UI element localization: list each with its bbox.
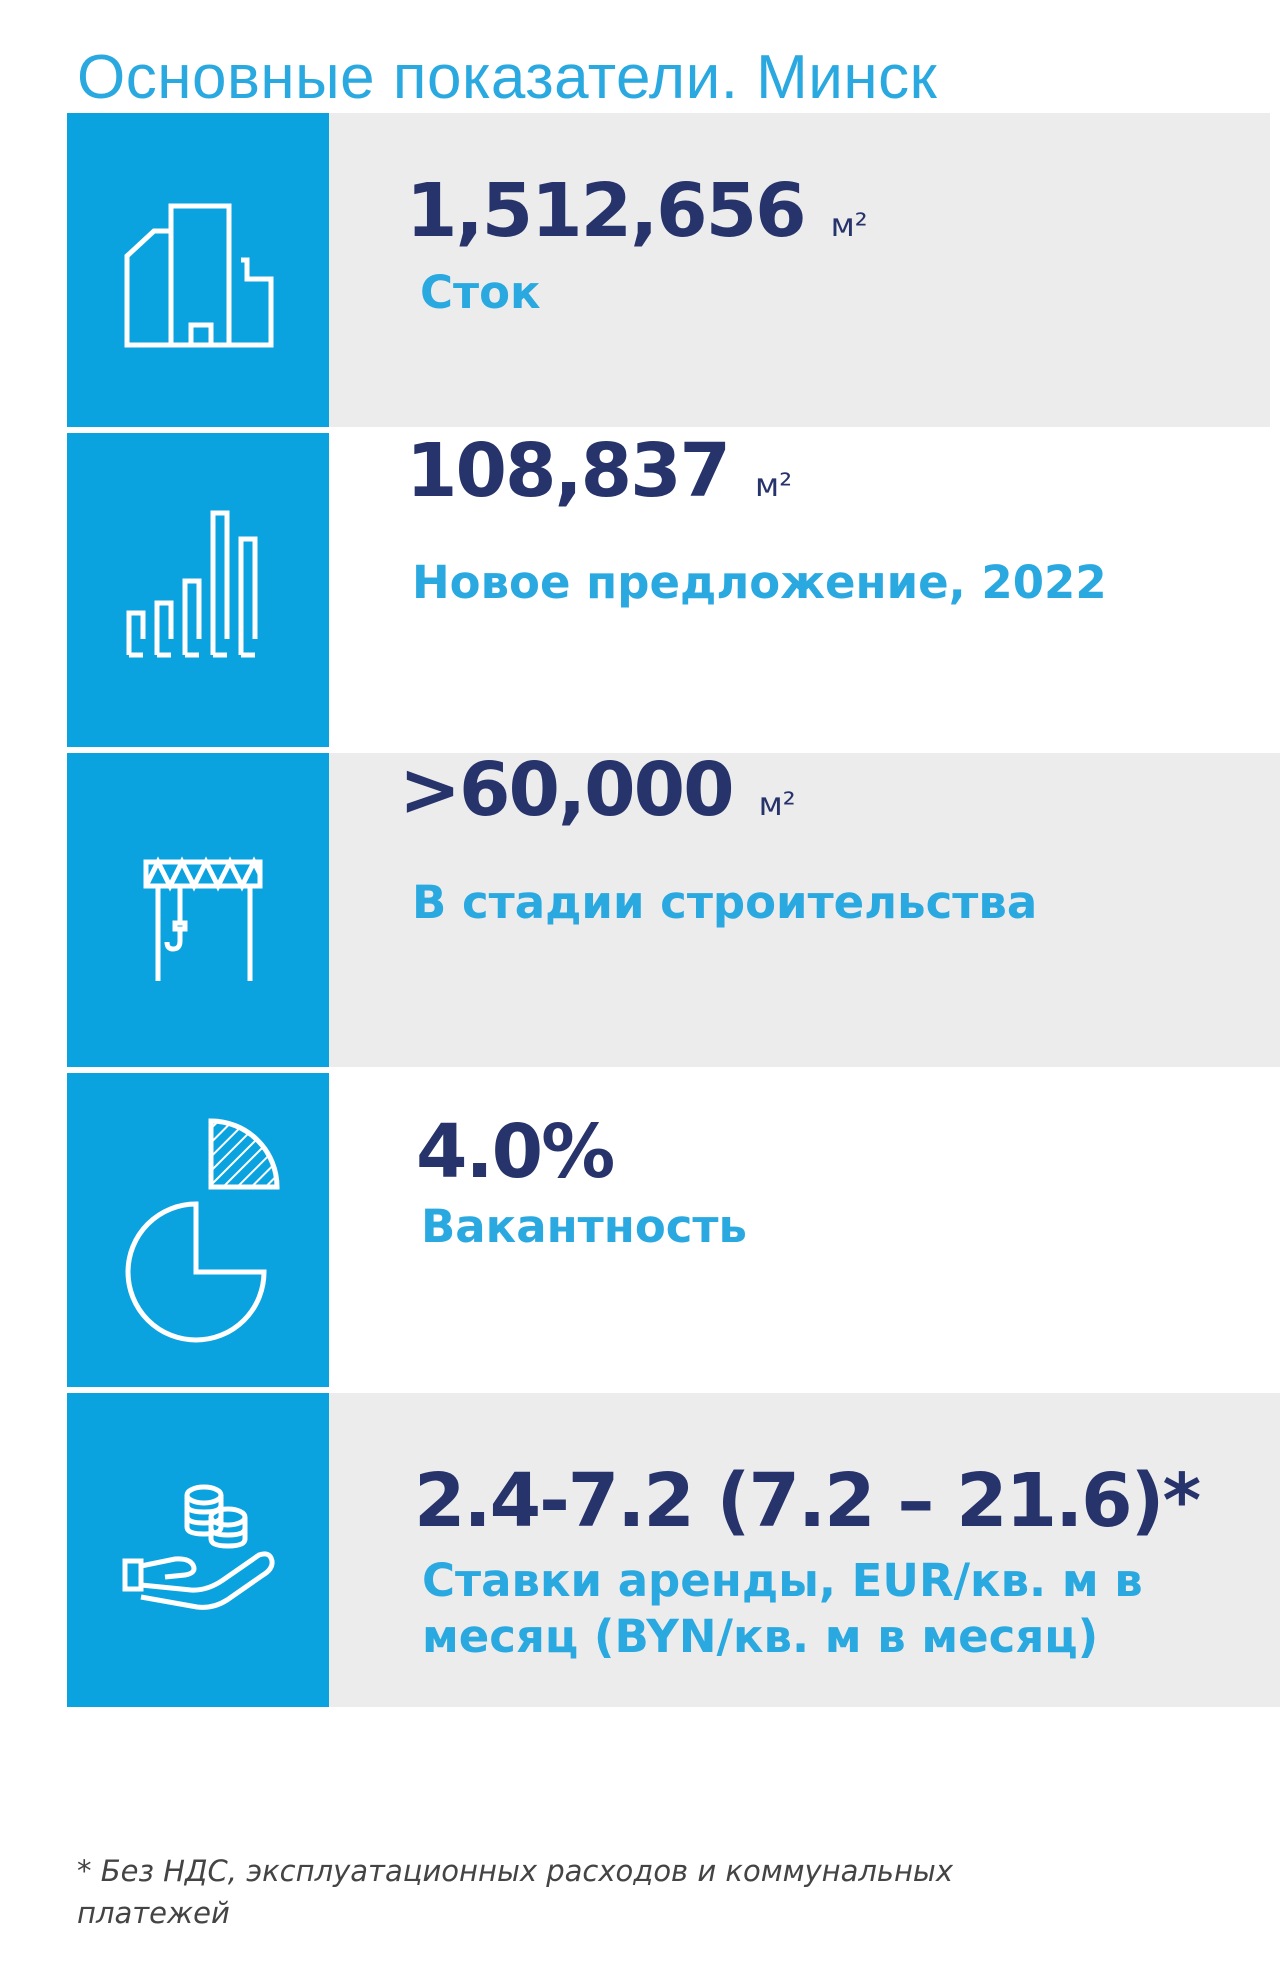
metric-value: 1,512,656 bbox=[406, 168, 805, 254]
metric-value: 2.4-7.2 (7.2 – 21.6)* bbox=[414, 1458, 1200, 1544]
metric-value: 4.0% bbox=[416, 1109, 614, 1195]
metric-label-line-1: Ставки аренды, EUR/кв. м в bbox=[422, 1554, 1143, 1607]
icon-tile bbox=[67, 1073, 329, 1387]
icon-tile bbox=[67, 113, 329, 427]
metric-panel bbox=[329, 1393, 1280, 1707]
metric-panel bbox=[329, 1073, 1280, 1387]
metric-unit: м² bbox=[755, 466, 793, 504]
footnote bbox=[77, 1850, 1227, 1934]
icon-tile bbox=[67, 1393, 329, 1707]
metric-value: >60,000 bbox=[399, 747, 733, 833]
metric-value: 108,837 bbox=[406, 428, 730, 514]
coins-hand-icon bbox=[67, 1393, 329, 1707]
metric-unit: м² bbox=[830, 206, 868, 244]
footnote-line-1: * Без НДС, эксплуатационных расходов и коммунальных bbox=[77, 1854, 953, 1888]
crane-icon bbox=[67, 753, 329, 1067]
metric-unit: м² bbox=[758, 785, 796, 823]
metric-label-line-2: месяц (BYN/кв. м в месяц) bbox=[422, 1610, 1099, 1663]
icon-tile bbox=[67, 753, 329, 1067]
metric-panel bbox=[329, 747, 1280, 1067]
icon-tile bbox=[67, 433, 329, 747]
building-icon bbox=[67, 113, 329, 427]
page-title: Основные показатели. Минск bbox=[77, 43, 938, 112]
footnote-line-2: платежей bbox=[77, 1896, 230, 1930]
metric-panel bbox=[329, 113, 1270, 427]
metric-panel bbox=[329, 428, 1270, 747]
metric-label: Сток bbox=[420, 266, 541, 319]
metric-label: В стадии строительства bbox=[412, 876, 1038, 929]
pie-chart-icon bbox=[67, 1073, 329, 1387]
metric-label: Новое предложение, 2022 bbox=[412, 556, 1107, 609]
bar-columns-icon bbox=[67, 433, 329, 747]
metric-label: Вакантность bbox=[421, 1200, 747, 1253]
